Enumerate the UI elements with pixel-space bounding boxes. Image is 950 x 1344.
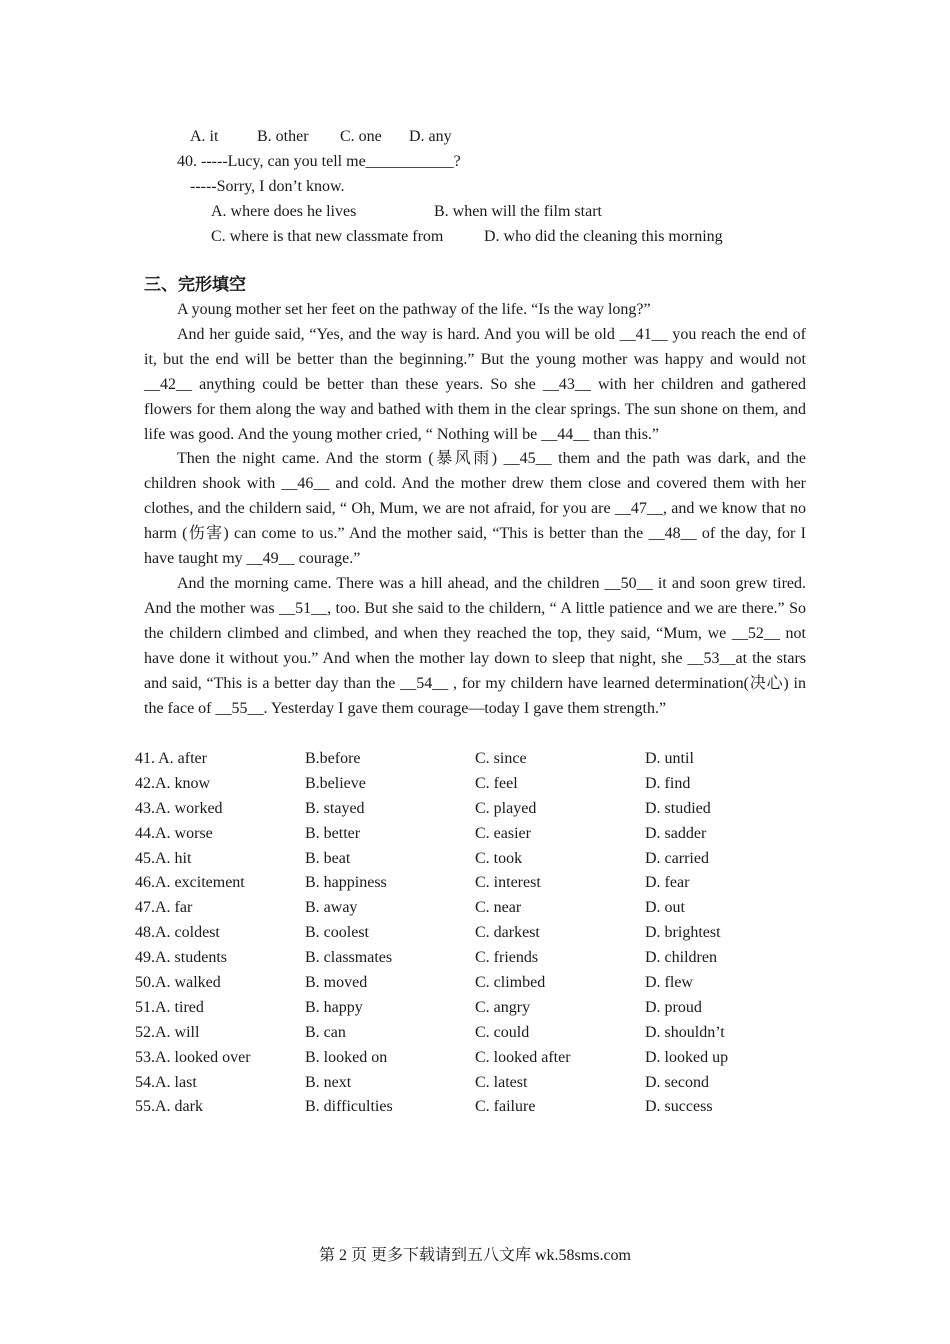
option-55-c: C. failure bbox=[475, 1098, 536, 1116]
option-45-b: B. beat bbox=[305, 849, 351, 867]
option-41-a: 41. A. after bbox=[135, 750, 207, 767]
option-50-d: D. flew bbox=[645, 974, 693, 992]
q40-reply: -----Sorry, I don’t know. bbox=[190, 178, 345, 195]
option-55-d: D. success bbox=[645, 1098, 713, 1116]
q39-option-c: C. one bbox=[340, 128, 382, 145]
q40-stem: 40. -----Lucy, can you tell me___________? bbox=[177, 153, 461, 170]
option-42-a: 42.A. know bbox=[135, 774, 211, 792]
option-51-c: C. angry bbox=[475, 998, 531, 1016]
passage-paragraph: And the morning came. There was a hill ahead, and the children __50__ it and soon grew tired. And the mother was __51__, too. But she said to the childern, “ A little patience and we are there.” So the childern climbed and climbed, and when they reached the top, they said, “Mum, we __52__ not have done it without you.” And when the mother lay down to sleep that night, she __53__at the stars and said, “This is a better day than the __54__ , for my childern have learned determination(决心) in the face of __55__. Yesterday I gave them courage—today I gave them strength.” bbox=[144, 574, 806, 717]
option-53-d: D. looked up bbox=[645, 1048, 729, 1066]
option-41-b: B.before bbox=[305, 750, 361, 767]
option-42-c: C. feel bbox=[475, 774, 518, 792]
option-46-c: C. interest bbox=[475, 874, 541, 892]
passage-paragraph: A young mother set her feet on the pathway of the life. “Is the way long?” bbox=[177, 301, 651, 318]
option-45-c: C. took bbox=[475, 849, 523, 867]
option-45-a: 45.A. hit bbox=[135, 849, 192, 867]
cloze-passage bbox=[144, 298, 806, 721]
option-48-d: D. brightest bbox=[645, 924, 721, 942]
option-54-a: 54.A. last bbox=[135, 1073, 197, 1091]
option-50-a: 50.A. walked bbox=[135, 974, 221, 992]
option-41-d: D. until bbox=[645, 750, 694, 767]
option-48-b: B. coolest bbox=[305, 924, 369, 942]
q40-option-d: D. who did the cleaning this morning bbox=[484, 228, 723, 245]
option-52-a: 52.A. will bbox=[135, 1023, 200, 1041]
q39-option-a: A. it bbox=[190, 128, 219, 145]
option-46-b: B. happiness bbox=[305, 874, 387, 892]
option-43-d: D. studied bbox=[645, 799, 711, 817]
passage-paragraph: And her guide said, “Yes, and the way is hard. And you will be old __41__ you reach the end of it, but the end will be better than the beginning.” But the young mother was happy and would not __42__ anything could be better than these years. So she __43__ with her children and gathered flowers for them along the way and bathed with them in the clear springs. The sun shone on them, and life was good. And the young mother cried, “ Nothing will be __44__ than this.” bbox=[144, 325, 806, 443]
option-53-c: C. looked after bbox=[475, 1048, 571, 1066]
option-47-b: B. away bbox=[305, 899, 358, 917]
option-42-d: D. find bbox=[645, 774, 691, 792]
q40-option-a: A. where does he lives bbox=[211, 203, 357, 220]
option-49-c: C. friends bbox=[475, 949, 539, 967]
option-54-c: C. latest bbox=[475, 1073, 528, 1091]
q39-option-d: D. any bbox=[409, 128, 452, 145]
option-42-b: B.believe bbox=[305, 774, 366, 792]
option-49-b: B. classmates bbox=[305, 949, 393, 967]
option-44-c: C. easier bbox=[475, 824, 531, 842]
option-43-c: C. played bbox=[475, 799, 537, 817]
option-44-d: D. sadder bbox=[645, 824, 707, 842]
option-51-a: 51.A. tired bbox=[135, 998, 204, 1016]
option-53-b: B. looked on bbox=[305, 1048, 388, 1066]
option-47-d: D. out bbox=[645, 899, 685, 917]
option-54-d: D. second bbox=[645, 1073, 709, 1091]
option-55-b: B. difficulties bbox=[305, 1098, 393, 1116]
option-50-c: C. climbed bbox=[475, 974, 546, 992]
q39-option-b: B. other bbox=[257, 128, 309, 145]
option-43-a: 43.A. worked bbox=[135, 799, 223, 817]
option-50-b: B. moved bbox=[305, 974, 368, 992]
option-51-b: B. happy bbox=[305, 998, 363, 1016]
option-52-c: C. could bbox=[475, 1023, 530, 1041]
option-46-d: D. fear bbox=[645, 874, 690, 892]
option-43-b: B. stayed bbox=[305, 799, 365, 817]
option-52-b: B. can bbox=[305, 1023, 346, 1041]
option-49-d: D. children bbox=[645, 949, 717, 967]
option-46-a: 46.A. excitement bbox=[135, 874, 245, 892]
option-48-a: 48.A. coldest bbox=[135, 924, 220, 942]
page-footer: 第 2 页 更多下载请到五八文库 wk.58sms.com bbox=[318, 1247, 631, 1264]
option-54-b: B. next bbox=[305, 1073, 352, 1091]
passage-paragraph: Then the night came. And the storm (暴风雨) __45__ them and the path was dark, and the children shook with __46__ and cold. And the mother drew them close and covered them with her clothes, and the childern said, “ Oh, Mum, we are not afraid, for you are __47__, and we know that no harm (伤害) can come to us.” And the mother said, “This is better than the __48__ of the day, for I have taught my __49__ courage.” bbox=[144, 450, 806, 568]
option-48-c: C. darkest bbox=[475, 924, 540, 942]
option-45-d: D. carried bbox=[645, 849, 709, 867]
option-41-c: C. since bbox=[475, 750, 527, 767]
q40-option-c: C. where is that new classmate from bbox=[211, 228, 444, 245]
section-title: 三、完形填空 bbox=[144, 275, 246, 295]
option-52-d: D. shouldn’t bbox=[645, 1023, 725, 1041]
option-51-d: D. proud bbox=[645, 998, 702, 1016]
option-55-a: 55.A. dark bbox=[135, 1098, 203, 1116]
option-44-b: B. better bbox=[305, 824, 361, 842]
option-44-a: 44.A. worse bbox=[135, 824, 213, 842]
option-47-c: C. near bbox=[475, 899, 522, 917]
option-47-a: 47.A. far bbox=[135, 899, 193, 917]
q40-option-b: B. when will the film start bbox=[434, 203, 602, 220]
option-49-a: 49.A. students bbox=[135, 949, 227, 967]
option-53-a: 53.A. looked over bbox=[135, 1048, 251, 1066]
